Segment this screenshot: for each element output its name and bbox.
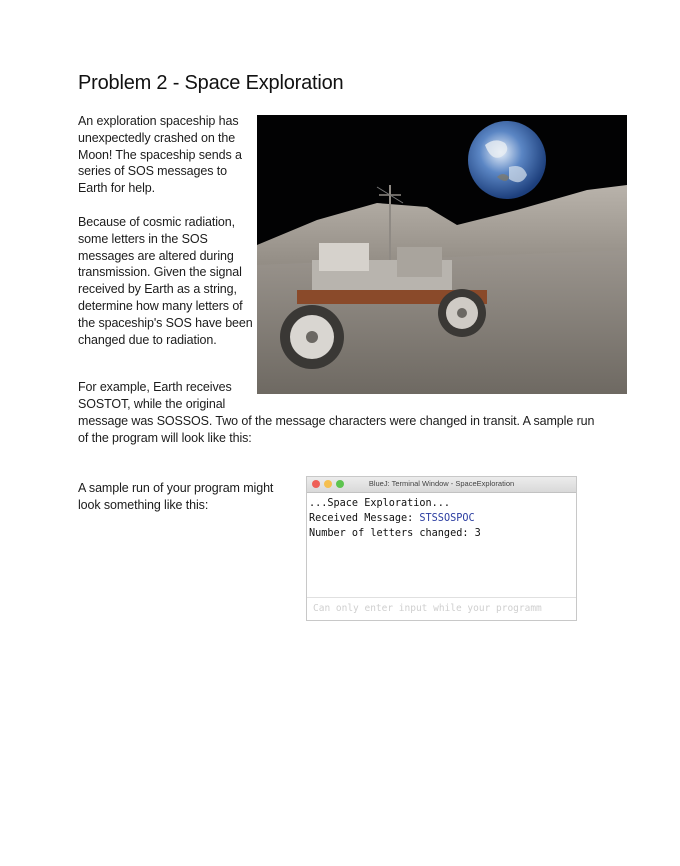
received-value: STSSOSPOC bbox=[419, 513, 475, 524]
example-paragraph-end: message was SOSSOS. Two of the message characters were changed in transit. A sample run of the program will look like this: bbox=[78, 414, 595, 445]
terminal-window bbox=[306, 476, 577, 621]
terminal-line-header: ...Space Exploration... bbox=[309, 498, 451, 509]
terminal-input-field[interactable]: Can only enter input while your programm bbox=[307, 597, 576, 620]
sample-paragraph: A sample run of your program might look something like this: bbox=[78, 481, 274, 512]
example-paragraph-start: For example, Earth receives SOSTOT, while the original bbox=[78, 380, 232, 411]
terminal-line-received bbox=[309, 511, 576, 526]
terminal-title: BlueJ: Terminal Window - SpaceExploration bbox=[368, 479, 515, 488]
page-title: Problem 2 - Space Exploration bbox=[78, 72, 344, 94]
radiation-paragraph: Because of cosmic radiation, some letters in the SOS messages are altered during transmission. Given the signal received by Earth as a string, determine how many letters of the spaceship's SOS have been changed due to radiation. bbox=[78, 215, 253, 347]
received-label: Received Message: bbox=[309, 513, 420, 524]
earth bbox=[468, 121, 546, 199]
lunar-rover-photo bbox=[257, 115, 627, 394]
intro-paragraph: An exploration spaceship has unexpectedly crashed on the Moon! The spaceship sends a series of SOS messages to Earth for help. bbox=[78, 114, 242, 196]
terminal-line-result: Number of letters changed: 3 bbox=[309, 528, 481, 539]
terminal-titlebar bbox=[307, 477, 576, 493]
terminal-output bbox=[307, 493, 576, 541]
